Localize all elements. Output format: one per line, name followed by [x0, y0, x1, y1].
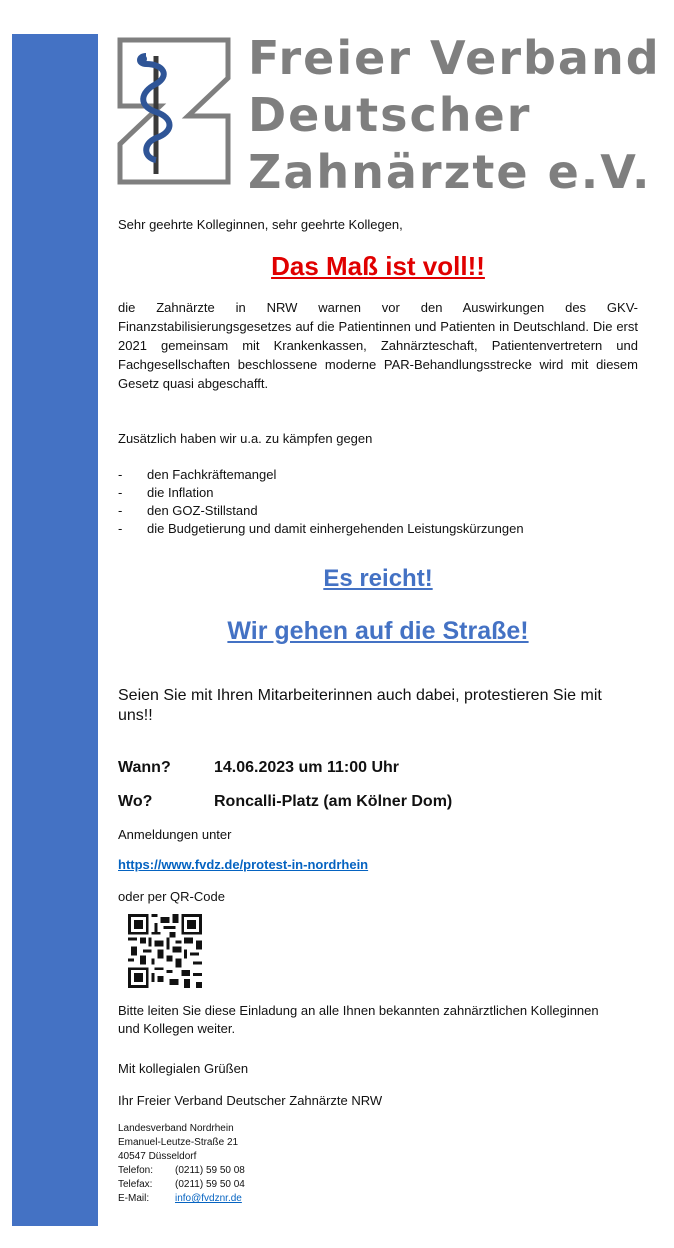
list-item — [118, 484, 638, 502]
list-item-text: die Inflation — [147, 485, 214, 500]
address-city: 40547 Düsseldorf — [118, 1151, 197, 1162]
when-label: Wann? — [118, 759, 171, 776]
qr-code-image[interactable] — [128, 914, 202, 988]
email-link[interactable]: info@fvdznr.de — [175, 1193, 242, 1204]
aesculapian-staff-logo — [116, 36, 232, 186]
list-item — [118, 502, 638, 520]
list-item-text: den GOZ-Stillstand — [147, 503, 258, 518]
logo-line-2: Deutscher — [248, 88, 532, 142]
registration-link[interactable]: https://www.fvdz.de/protest-in-nordrhein — [118, 857, 369, 872]
event-when-row — [118, 758, 638, 778]
bullet-dash: - — [118, 503, 123, 518]
list-item — [118, 466, 638, 484]
bullet-dash: - — [118, 485, 123, 500]
closing-regards: Mit kollegialen Grüßen — [118, 1061, 249, 1076]
list-item-text: die Budgetierung und damit einhergehenden Leistungskürzungen — [147, 521, 524, 536]
additional-intro: Zusätzlich haben wir u.a. zu kämpfen gegen — [118, 431, 373, 446]
greeting: Sehr geehrte Kolleginnen, sehr geehrte Kollegen, — [118, 217, 403, 232]
bullet-dash: - — [118, 467, 123, 482]
appeal-text: Seien Sie mit Ihren Mitarbeiterinnen auch dabei, protestieren Sie mit uns!! — [118, 687, 602, 724]
email-row — [118, 1192, 638, 1206]
qr-code-label: oder per QR-Code — [118, 889, 225, 904]
bullet-dash: - — [118, 521, 123, 536]
when-value: 14.06.2023 um 11:00 Uhr — [214, 759, 400, 776]
where-value: Roncalli-Platz (am Kölner Dom) — [214, 793, 453, 810]
registration-label: Anmeldungen unter — [118, 827, 232, 842]
where-label: Wo? — [118, 793, 153, 810]
address-block — [118, 1122, 638, 1206]
fax-label: Telefax: — [118, 1179, 153, 1190]
headline-red: Das Maß ist voll!! — [271, 251, 485, 281]
phone-row — [118, 1164, 638, 1178]
fax-value: (0211) 59 50 04 — [175, 1179, 245, 1190]
phone-label: Telefon: — [118, 1165, 154, 1176]
list-item-text: den Fachkräftemangel — [147, 467, 277, 482]
intro-paragraph: die Zahnärzte in NRW warnen vor den Auswirkungen des GKV-Finanzstabilisierungsgesetzes auf die Patientinnen und Patienten in Deutschland. Die erst 2021 gemeinsam mit Krankenkassen, Zahnärzteschaft, Patientenvertretern und Fachgesellschaften beschlossene moderne PAR-Behandlungsstrecke wird mit diesem Gesetz quasi abgeschafft. — [118, 300, 638, 391]
phone-value: (0211) 59 50 08 — [175, 1165, 245, 1176]
fax-row — [118, 1178, 638, 1192]
event-where-row — [118, 792, 638, 812]
headline-blue-2: Wir gehen auf die Straße! — [227, 617, 529, 645]
email-label: E-Mail: — [118, 1193, 150, 1204]
forward-request: Bitte leiten Sie diese Einladung an alle Ihnen bekannten zahnärztlichen Kolleginnen und Kollegen weiter. — [118, 1003, 599, 1036]
signature: Ihr Freier Verband Deutscher Zahnärzte NRW — [118, 1093, 383, 1108]
organization-logo-text — [248, 30, 668, 201]
address-street: Emanuel-Leutze-Straße 21 — [118, 1137, 239, 1148]
problem-list — [118, 466, 638, 538]
list-item — [118, 520, 638, 538]
logo-line-1: Freier Verband — [248, 31, 661, 85]
blue-sidebar-bar — [12, 34, 98, 1226]
logo-line-3: Zahnärzte e.V. — [248, 145, 652, 199]
address-org: Landesverband Nordrhein — [118, 1123, 234, 1134]
headline-blue-1: Es reicht! — [323, 565, 433, 592]
